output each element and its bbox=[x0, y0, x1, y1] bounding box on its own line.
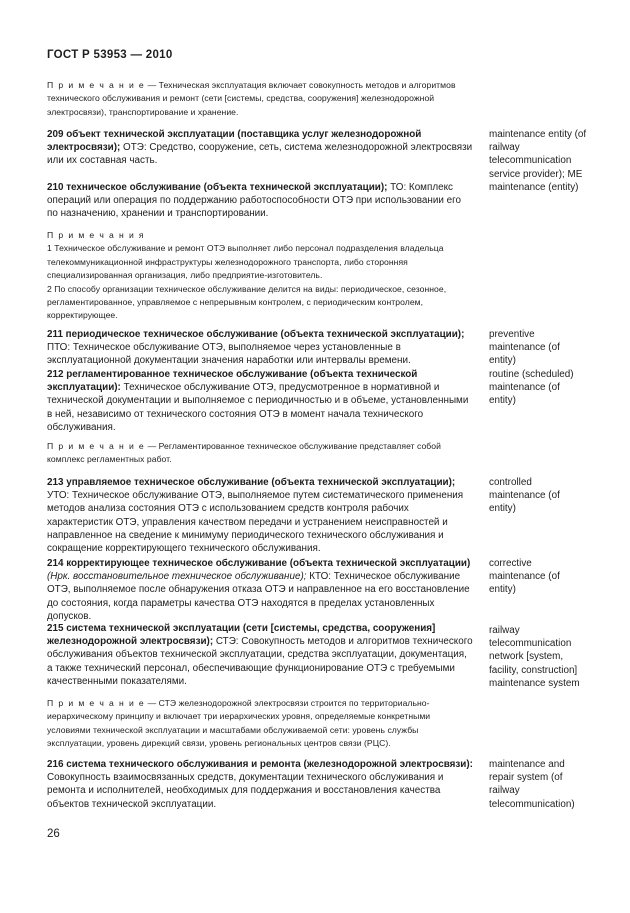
note-label: П р и м е ч а н и е bbox=[47, 80, 146, 90]
term-210-body: ТО: Комплекс операций или операция по поддержанию работоспособности ОТЭ при использовании его по назначению, хранении и транспортировании. bbox=[47, 182, 462, 220]
term-211-en: preventive maintenance (of entity) bbox=[489, 329, 560, 367]
term-209-head: 209 объект технической эксплуатации (поставщика услуг железнодорожной электросвязи); bbox=[47, 129, 422, 154]
term-216-body: Совокупность взаимосвязанных средств, документации технического обслуживания и ремонта и исполнителей, необходимых для поддержания и восстановления качества объектов технической эксплуатации. bbox=[47, 772, 444, 810]
term-215-en: railway telecommunication network [system, facility, construction] maintenance system bbox=[489, 625, 580, 689]
term-212 bbox=[47, 368, 473, 434]
term-213-body: УТО: Техническое обслуживание ОТЭ, выполняемое путем систематического применения методов анализа состояния ОТЭ с использованием средств контроля рабочих характеристик ОТЭ, управления качеством передачи и устранением неисправностей и направленное на сведение к минимуму периодического технического обслуживания и сокращение корректирующего технического обслуживания. bbox=[47, 490, 464, 555]
term-214 bbox=[47, 557, 473, 623]
term-214-body: КТО: Техническое обслуживание ОТЭ, выполняемое после обнаружения отказа ОТЭ и направленное на его восстановление до состояния, когда параметры качества ОТЭ находятся в пределах установленных допусков. bbox=[47, 571, 470, 622]
term-215 bbox=[47, 622, 473, 688]
term-216-en: maintenance and repair system (of railway telecommunication) bbox=[489, 759, 575, 810]
term-211-body: ПТО: Техническое обслуживание ОТЭ, выполняемое через установленные в эксплуатационной документации значения наработки или интервалы времени. bbox=[47, 342, 411, 367]
term-209-en: maintenance entity (of railway telecommunication service provider); ME bbox=[489, 129, 587, 180]
term-210-head: 210 техническое обслуживание (объекта технической эксплуатации); bbox=[47, 182, 388, 193]
term-214-head: 214 корректирующее техническое обслуживание (объекта технической эксплуатации) bbox=[47, 558, 471, 569]
notes-item-2: 2 По способу организации техническое обслуживание делится на виды: периодическое, сезонное, регламентированное, управляемое с непрерывным контролем, с периодическим контролем, корректирующее. bbox=[47, 283, 447, 321]
term-209 bbox=[47, 128, 473, 168]
note-text: — Регламентированное техническое обслуживание представляет собой комплекс регламентных работ. bbox=[47, 441, 441, 465]
term-216-head: 216 система технического обслуживания и ремонта (железнодорожной электросвязи): bbox=[47, 759, 473, 770]
note-text: — СТЭ железнодорожной электросвязи строится по территориально-иерархическому принципу и включает три иерархических уровня, определяемые конкретными условиями технической эксплуатации и масштабами обслуживаемой сети: уровень службы эксплуатации, уровень дирекций связи, уровень региональных центров связи (РЦС). bbox=[47, 698, 431, 749]
term-209-body: ОТЭ: Средство, сооружение, сеть, система железнодорожной электросвязи или их составная часть. bbox=[47, 142, 473, 167]
notes-item-1: 1 Техническое обслуживание и ремонт ОТЭ выполняет либо персонал подразделения владельца телекоммуникационной инфраструктуры железнодорожного транспорта, либо сторонняя специализированная организация, либо предприятие-изготовитель. bbox=[47, 243, 444, 281]
term-213 bbox=[47, 476, 473, 555]
term-213-en: controlled maintenance (of entity) bbox=[489, 477, 560, 515]
note-label: П р и м е ч а н и е bbox=[47, 441, 146, 451]
term-214-deprecated: (Нрк. восстановительное техническое обслуживание); bbox=[47, 571, 307, 583]
notes-maintenance bbox=[47, 229, 473, 323]
page-number: 26 bbox=[47, 828, 60, 840]
term-215-body: СТЭ: Совокупность методов и алгоритмов технического обслуживания объектов технической эксплуатации, средства эксплуатации, документация, а также технический персонал, обеспечивающие функционирование ОТЭ с требуемыми качественными показателями. bbox=[47, 636, 473, 687]
term-210-en: maintenance (entity) bbox=[489, 182, 579, 193]
term-215-head: 215 система технической эксплуатации (сети [системы, средства, сооружения] железнодорожной электросвязи); bbox=[47, 623, 436, 648]
term-212-head: 212 регламентированное техническое обслуживание (объекта технической эксплуатации): bbox=[47, 369, 418, 394]
note-regulated-maintenance bbox=[47, 440, 473, 467]
note-maintenance-system bbox=[47, 697, 473, 751]
term-214-en: corrective maintenance (of entity) bbox=[489, 558, 560, 596]
note-text: — Техническая эксплуатация включает совокупность методов и алгоритмов технического обслуживания и ремонт (сети [системы, средства, сооружения] железнодорожной электросвязи), транспортирование и хранение. bbox=[47, 80, 456, 117]
term-212-body: Техническое обслуживание ОТЭ, предусмотренное в нормативной и технической документации и выполняемое с периодичностью и в объеме, установленными в ней, независимо от технического состояния ОТЭ в момент начала технического обслуживания. bbox=[47, 382, 469, 433]
note-technical-operation bbox=[47, 79, 473, 119]
term-211-head: 211 периодическое техническое обслуживание (объекта технической эксплуатации); bbox=[47, 329, 465, 340]
term-213-head: 213 управляемое техническое обслуживание (объекта технической эксплуатации); bbox=[47, 477, 456, 488]
note-label: П р и м е ч а н и е bbox=[47, 698, 146, 708]
term-211 bbox=[47, 328, 473, 368]
term-210 bbox=[47, 181, 473, 221]
notes-label: П р и м е ч а н и я bbox=[47, 230, 145, 240]
term-216 bbox=[47, 758, 473, 811]
term-212-en: routine (scheduled) maintenance (of entity) bbox=[489, 369, 574, 407]
page-header: ГОСТ Р 53953 — 2010 bbox=[47, 49, 173, 61]
